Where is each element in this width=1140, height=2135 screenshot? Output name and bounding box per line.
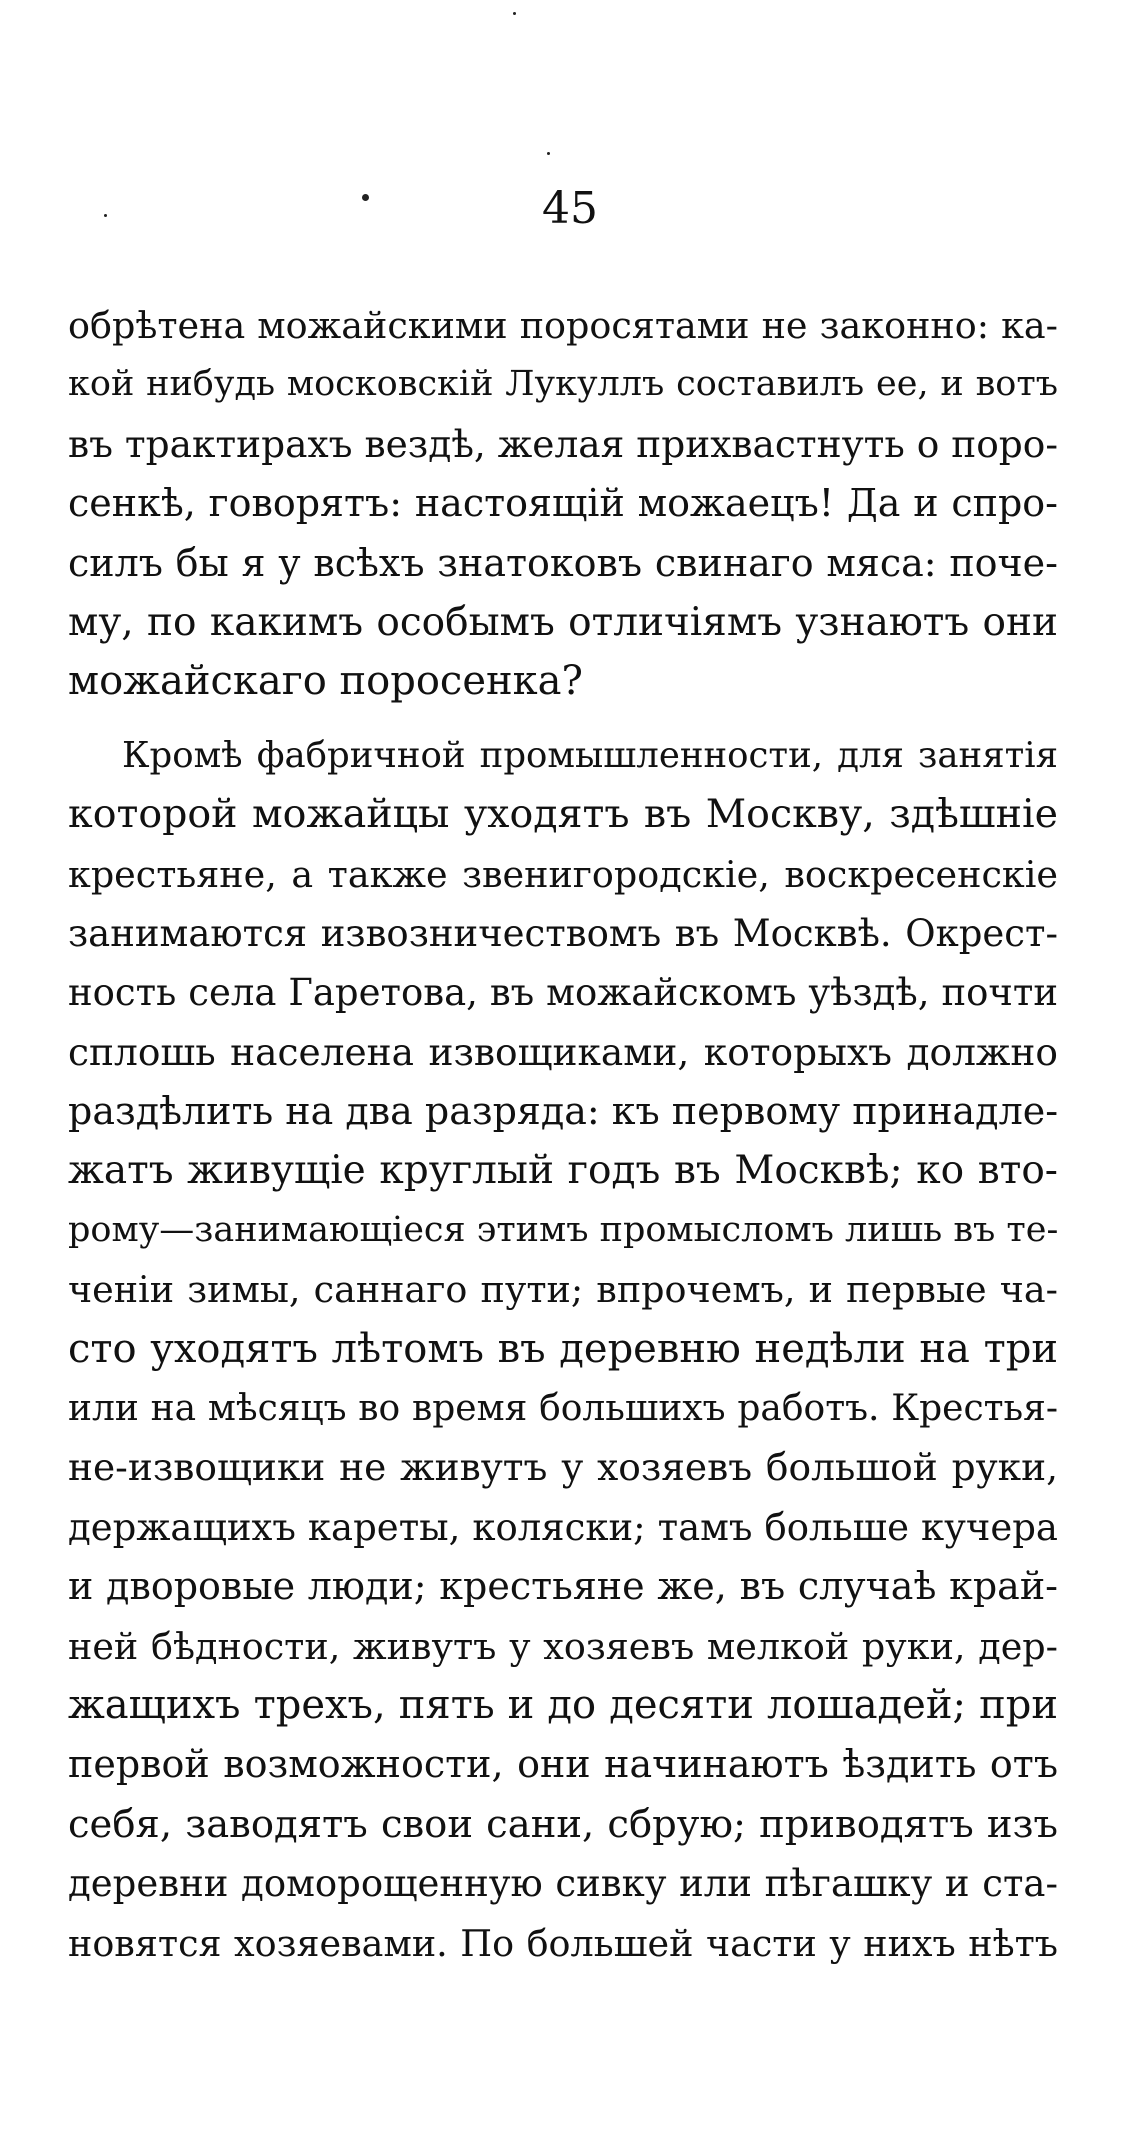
- text-line: себя, заводятъ свои сани, сбрую; приводятъ изъ: [68, 1801, 1058, 1847]
- text-line: не-извощики не живутъ у хозяевъ большой руки,: [68, 1445, 1058, 1490]
- text-line: жащихъ трехъ, пять и до десяти лошадей; при: [68, 1681, 1058, 1728]
- text-line: и дворовые люди; крестьяне же, въ случаѣ край-: [68, 1564, 1058, 1609]
- text-line: занимаются извозничествомъ въ Москвѣ. Окрест-: [68, 911, 1058, 955]
- paragraph-gap: [68, 712, 1058, 726]
- text-line: ченіи зимы, саннаго пути; впрочемъ, и первые ча-: [68, 1268, 1058, 1312]
- text-line: можайскаго поросенка?: [68, 658, 583, 705]
- body-text: [68, 296, 1058, 1973]
- paragraph-2: [68, 726, 1058, 1973]
- text-line: деревни доморощенную сивку или пѣгашку и ста-: [68, 1862, 1058, 1906]
- text-line: сто уходятъ лѣтомъ въ деревню недѣли на три: [68, 1325, 1058, 1372]
- text-line: раздѣлить на два разряда: къ первому принадле-: [68, 1089, 1059, 1134]
- text-line: жатъ живущіе круглый годъ въ Москвѣ; ко вто-: [68, 1148, 1058, 1194]
- text-line: держащихъ кареты, коляски; тамъ больше кучера: [68, 1505, 1058, 1549]
- text-line: которой можайцы уходятъ въ Москву, здѣшніе: [68, 791, 1058, 838]
- print-speck: [513, 12, 516, 15]
- text-line: Кромѣ фабричной промышленности, для занятія: [122, 734, 1058, 776]
- text-line: ней бѣдности, живутъ у хозяевъ мелкой руки, дер-: [68, 1624, 1058, 1668]
- text-line: кой нибудь московскій Лукуллъ составилъ ее, и вотъ: [68, 364, 1058, 405]
- page-number: 45: [542, 183, 598, 234]
- text-line: сенкѣ, говорятъ: настоящій можаецъ! Да и спро-: [68, 481, 1058, 526]
- print-speck: [547, 152, 550, 155]
- text-line: въ трактирахъ вездѣ, желая прихвастнуть о поро-: [68, 421, 1059, 466]
- text-line: ность села Гаретова, въ можайскомъ уѣздѣ, почти: [68, 971, 1058, 1015]
- text-line: или на мѣсяцъ во время большихъ работъ. Крестья-: [68, 1388, 1058, 1430]
- text-line: рому—занимающіеся этимъ промысломъ лишь въ те-: [68, 1209, 1059, 1250]
- text-line: сплошь населена извощиками, которыхъ должно: [68, 1029, 1058, 1074]
- text-line: первой возможности, они начинаютъ ѣздить отъ: [68, 1742, 1058, 1787]
- text-line: крестьяне, а также звенигородскіе, воскресенскіе: [68, 852, 1058, 896]
- text-line: му, по какимъ особымъ отличіямъ узнаютъ они: [68, 599, 1058, 645]
- text-line: силъ бы я у всѣхъ знатоковъ свинаго мяса: поче-: [68, 540, 1058, 585]
- text-line: обрѣтена можайскими поросятами не законно: ка-: [68, 304, 1058, 347]
- text-line: новятся хозяевами. По большей части у нихъ нѣтъ: [68, 1921, 1058, 1965]
- paragraph-1: [68, 296, 1058, 712]
